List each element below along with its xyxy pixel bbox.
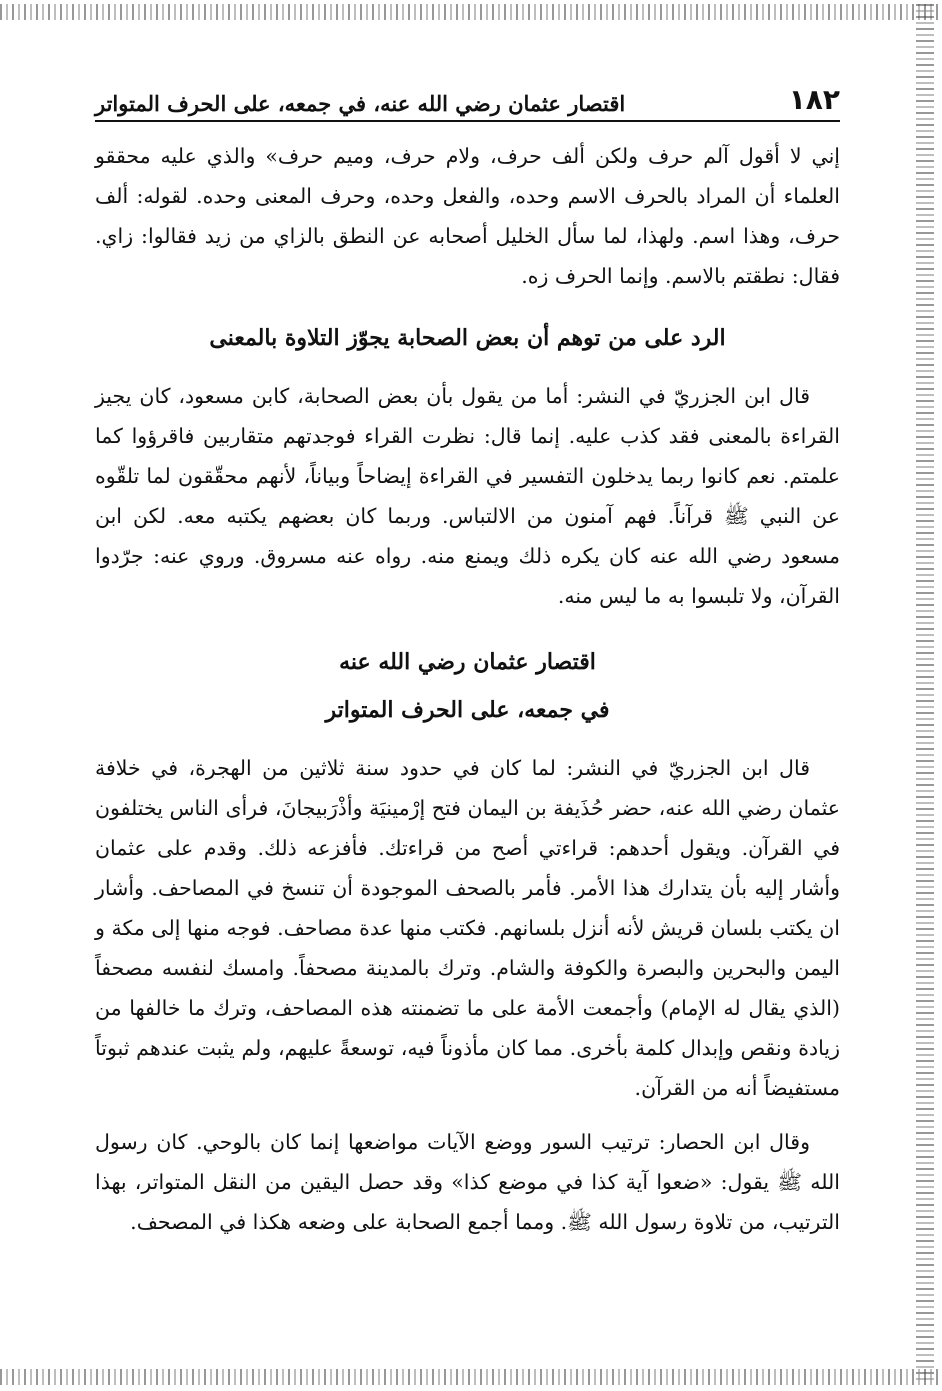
book-page [95, 60, 840, 1350]
decorative-border-bottom [0, 1369, 942, 1385]
paragraph-3: قال ابن الجزريّ في النشر: لما كان في حدود سنة ثلاثين من الهجرة، في خلافة عثمان رضي الله عنه، حضر حُذَيفة بن اليمان فتح إرْمينيَة وأذْرَبيجانَ، فرأى الناس يختلفون في القرآن. ويقول أحدهم: قراءتي أصح من قراءتك. فأفزعه ذلك. وقدم على عثمان وأشار إليه بأن يتدارك هذا الأمر. فأمر بالصحف الموجودة أن تنسخ في المصاحف. وأشار ان يكتب بلسان قريش لأنه أنزل بلسانهم. فكتب منها عدة مصاحف. فوجه منها إلى مكة و اليمن والبحرين والبصرة والكوفة والشام. وترك بالمدينة مصحفاً. وامسك لنفسه مصحفاً (الذي يقال له الإمام) وأجمعت الأمة على ما تضمنته هذه المصاحف، وترك ما خالفها من زيادة ونقص وإبدال كلمة بأخرى. مما كان مأذوناً فيه، توسعةً عليهم، ولم يثبت عندهم ثبوتاً مستفيضاً أنه من القرآن. [95, 756, 840, 1100]
paragraph-2: قال ابن الجزريّ في النشر: أما من يقول بأن بعض الصحابة، كابن مسعود، كان يجيز القراءة بالمعنى فقد كذب عليه. إنما قال: نظرت القراء فوجدتهم متقاربين فاقرؤوا كما علمتم. نعم كانوا ربما يدخلون التفسير في القراءة إيضاحاً وبياناً، لأنهم محقّقون لما تلقّوه عن النبي ﷺ قرآناً. فهم آمنون من الالتباس. وربما كان بعضهم يكتبه معه. لكن ابن مسعود رضي الله عنه كان يكره ذلك ويمنع منه. رواه عنه مسروق. وروي عنه: جرّدوا القرآن، ولا تلبسوا به ما ليس منه. [95, 384, 840, 608]
section-heading-2-line-1: اقتصار عثمان رضي الله عنه [339, 649, 596, 675]
page-header [95, 60, 840, 122]
paragraph-1: إني لا أقول آلم حرف ولكن ألف حرف، ولام حرف، وميم حرف» والذي عليه محققو العلماء أن المراد بالحرف الاسم وحده، والفعل وحده، وحرف المعنى وحده. لقوله: ألف حرف، وهذا اسم. ولهذا، لما سأل الخليل أصحابه عن النطق بالزاي من زيد فقالوا: زاي. فقال: نطقتم بالاسم. وإنما الحرف زه. [95, 144, 840, 288]
decorative-border-right [916, 4, 934, 1384]
paragraph-4: وقال ابن الحصار: ترتيب السور ووضع الآيات مواضعها إنما كان بالوحي. كان رسول الله ﷺ يقول: «ضعوا آية كذا في موضع كذا» وقد حصل اليقين من النقل المتواتر، بهذا الترتيب، من تلاوة رسول الله ﷺ. ومما أجمع الصحابة على وضعه هكذا في المصحف. [95, 1130, 840, 1234]
page-number: ١٨٢ [788, 83, 840, 116]
section-heading-2 [95, 638, 840, 734]
running-title: اقتصار عثمان رضي الله عنه، في جمعه، على الحرف المتواتر [95, 91, 626, 116]
decorative-border-top [0, 4, 942, 20]
section-heading-1: الرد على من توهم أن بعض الصحابة يجوّز التلاوة بالمعنى [209, 325, 726, 351]
section-heading-2-line-2: في جمعه، على الحرف المتواتر [325, 697, 610, 723]
